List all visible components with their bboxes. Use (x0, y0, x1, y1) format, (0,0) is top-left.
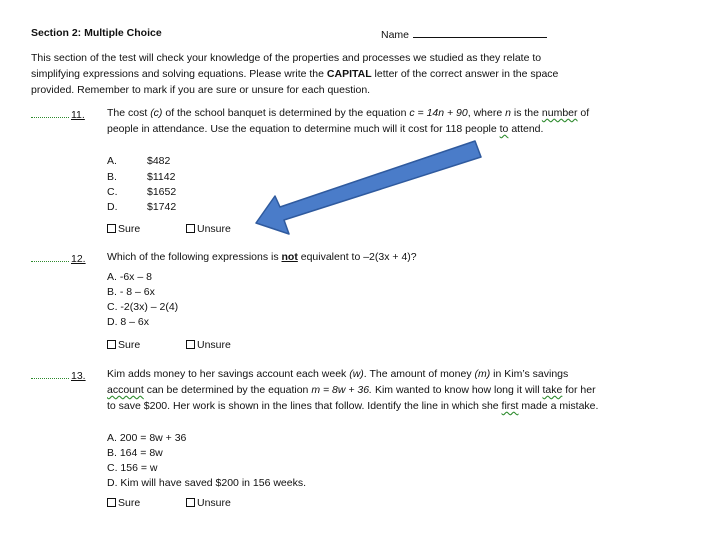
unsure-label: Unsure (197, 497, 231, 509)
unsure-label: Unsure (197, 339, 231, 351)
question-number-label: 11. (71, 109, 85, 121)
q11-option-a-value: $482 (147, 155, 171, 167)
q11-option-b-letter: B. (107, 171, 117, 183)
arrow-shape (256, 141, 481, 234)
q11-option-a-letter: A. (107, 155, 117, 167)
sure-label: Sure (118, 497, 141, 509)
unsure-label: Unsure (197, 223, 231, 235)
q13-option-a: A. 200 = 8w + 36 (107, 432, 187, 444)
question-12-text: Which of the following expressions is not equivalent to –2(3x + 4)? (107, 251, 417, 263)
question-number-label: 13. (71, 370, 86, 382)
question-11-text: The cost (c) of the school banquet is determined by the equation c = 14n + 90, where n is the number of people in attendance. Use the equation to determine much will it cost for 118 people to attend. (107, 107, 590, 135)
q13-option-c: C. 156 = w (107, 462, 158, 474)
q12-option-a: A. -6x – 8 (107, 271, 152, 283)
q11-option-b-value: $1142 (147, 171, 176, 183)
instructions-text-1: This section of the test will check your knowledge of the properties and processes we studied as they relate to simplifying expressions and solving equations. Please write the (31, 52, 542, 80)
sure-label: Sure (118, 339, 141, 351)
instructions-text-2: letter of the correct answer in the space provided. Remember to mark if you are sure or unsure for each question. (31, 68, 559, 96)
q12-option-c: C. -2(3x) – 2(4) (107, 301, 179, 313)
q12-option-d: D. 8 – 6x (107, 316, 150, 328)
question-number-label: 12. (71, 253, 86, 265)
q11-option-c-value: $1652 (147, 186, 177, 198)
q11-option-d-letter: D. (107, 201, 118, 213)
q12-option-b: B. - 8 – 6x (107, 286, 155, 298)
sure-label: Sure (118, 223, 141, 235)
q13-option-b: B. 164 = 8w (107, 447, 163, 459)
q13-option-d: D. Kim will have saved $200 in 156 weeks. (107, 477, 307, 489)
instructions-bold-word: CAPITAL (326, 68, 372, 80)
q11-option-d-value: $1742 (147, 201, 177, 213)
question-13-text: Kim adds money to her savings account each week (w). The amount of money (m) in Kim’s savings account can be determined by the equation m = 8w + 36. Kim wanted to know how long it will take for her to save $200. Her work is shown in the lines that follow. Identify the line in which she first made a mistake. (107, 368, 599, 412)
section-title: Section 2: Multiple Choice (31, 27, 162, 39)
name-label: Name (381, 29, 410, 41)
q11-option-c-letter: C. (107, 186, 118, 198)
